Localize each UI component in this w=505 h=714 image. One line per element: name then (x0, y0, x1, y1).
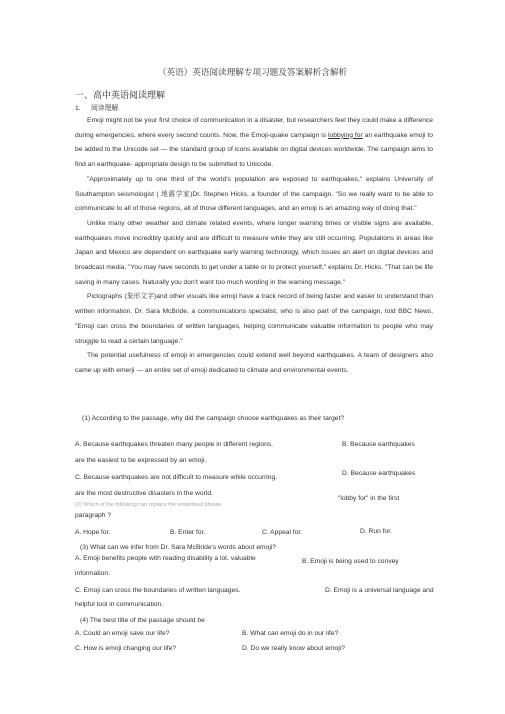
q3-option-c: C. Emoji can cross the boundaries of written languages. (75, 587, 241, 594)
item-heading (75, 102, 118, 112)
q3-option-d-cont: helpful tool in communication. (75, 601, 164, 608)
q1-option-b: B. Because earthquakes (342, 441, 415, 448)
paragraph-3: Unlike many other weather and climate related events, where longer warning times or visible signs are available, earthquakes move incredibly quickly and are difficult to measure while they are still occurring. Populations in areas like Japan and Mexico are dependent on earthquake early warning technology, which issues an alert on digital devices and broadcast media. "You may have seconds to get under a table or to protect yourself," explains Dr. Hicks. "That can be life saving in many cases. Naturally you don't want too much wording in the warning message." (75, 219, 433, 286)
paragraph-5: The potential usefulness of emoji in emergencies could extend well beyond earthquakes. A team of designers also came up with emerji — an entire set of emoji dedicated to climate and environmental events. (75, 352, 433, 374)
q4-option-c: C. How is emoji changing our life? (75, 645, 177, 652)
item-label: 阅读理解 (91, 105, 119, 112)
paragraph-1: Emoji might not be your first choice of communication in a disaster, but researchers feel they could make a difference during emergencies, where every second counts. Now, the Emoji-quake campaign is lobbying for an earthquake emoji to be added to the Unicode set — the standard group of icons available on digital devices worldwide. The campaign aims to find an earthquake- appropriate design to be submitted to Unicode. (75, 117, 433, 169)
paragraph-4: Pictographs (象形文字)and other visuals like emoji have a track record of being faster and easier to understand than written information. Dr. Sara McBride, a communications specialist, who is also part of the campaign, told BBC News, "Emoji can cross the boundaries of written languages, helping communicate valuable information to people who may struggle to read a certain language." (75, 293, 433, 345)
q2-option-a: A. Hope for. (75, 529, 111, 536)
q2-faded-stem: (2) Which of the following can replace the underlined phrase (75, 502, 222, 508)
q3-option-b: B. Emoji is being used to convey (302, 558, 399, 565)
section-heading: 一、高中英语阅读理解 (75, 91, 166, 101)
q1-option-b-cont: are the easiest to be expressed by an emoji. (75, 457, 207, 464)
q3-option-a: A. Emoji benefits people with reading disability a lot. valuable (75, 555, 256, 562)
question-4: (4) The best title of the passage should be (80, 617, 205, 624)
q2-stem-end: paragraph ? (75, 512, 112, 519)
q3-option-d: D. Emoji is a universal language and (325, 587, 434, 594)
q2-option-d: D. Run for. (360, 528, 392, 535)
q1-option-d-cont: are the most destructive disasters in the world. (75, 490, 213, 497)
q2-option-b: B. Enter for. (170, 529, 206, 536)
q4-option-b: B. What can emoji do in our life? (242, 630, 339, 637)
q3-option-b-cont: information. (75, 570, 110, 577)
q1-option-c: C. Because earthquakes are not difficult to measure while occurring. (75, 474, 278, 481)
q1-option-d: D. Because earthquakes (342, 470, 416, 477)
q2-option-c: C. Appeal for. (262, 529, 303, 536)
question-1: (1) According to the passage, why did the campaign choose earthquakes as their target? (82, 415, 345, 422)
passage (75, 114, 433, 379)
q2-stem-tail: "lobby for" in the first (338, 495, 400, 502)
q1-option-a: A. Because earthquakes threaten many people in different regions. (75, 441, 274, 448)
question-3: (3) What can we infer from Dr. Sara McBride's words about emoji? (80, 544, 277, 551)
paragraph-2: "Approximately up to one third of the world's population are exposed to earthquakes," explains University of Southampton seismologist ( 地震学家)Dr. Stephen Hicks, a founder of the campaign. "So we really want to be able to communicate to all of those regions, all of those different languages, and an emoji is an amazing way of doing that." (75, 175, 433, 213)
q4-option-d: D. Do we really know about emoji? (242, 645, 345, 652)
underlined-phrase: lobbying for (328, 131, 363, 139)
q4-option-a: A. Could an emoji save our life? (75, 630, 170, 637)
document-title: （英语）英语阅读理解专项习题及答案解析含解析 (157, 68, 348, 78)
item-number: 1. (75, 105, 81, 112)
